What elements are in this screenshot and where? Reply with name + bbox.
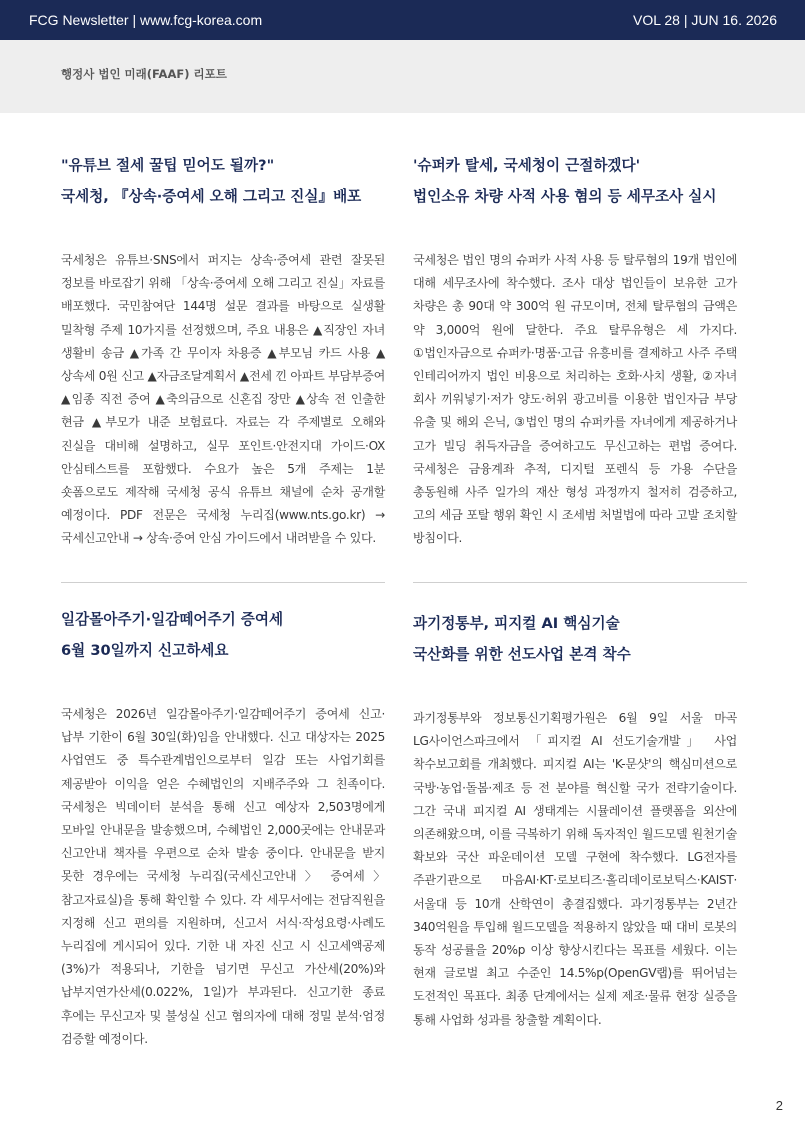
article-title — [413, 608, 737, 670]
article-supercar-tax-evasion — [413, 150, 737, 551]
article-body: 과기정통부와 정보통신기획평가원은 6월 9일 서울 마곡 LG사이언스파크에서 「피지컬 AI 선도기술개발」 사업 착수보고회를 개최했다. 피지컬 AI는 'K-문샷'의 핵심미션으로 국방·농업·돌봄·제조 등 전 분야를 혁신할 국가 전략기술이다. 그간 국내 피지컬 AI 생태계는 시뮬레이션 플랫폼을 외산에 의존해왔으며, 이를 극복하기 위해 독자적인 월드모델 원천기술 확보와 국산 파운데이션 모델 구현에 착수했다. LG전자를 주관기관으로 마음AI·KT·로보티즈·홀리데이로보틱스·KAIST·서울대 등 10개 산학연이 총결집했다. 과기정통부는 2년간 340억원을 투입해 월드모델을 적용하지 않았을 때 대비 로봇의 동작 성공률을 20%p 이상 향상시킨다는 목표를 세웠다. 이는 현재 글로벌 최고 수준인 14.5%p(OpenGV랩)를 뛰어넘는 도전적인 목표다. 최종 단계에서는 실제 제조·물류 현장 실증을 통해 사업화 성과를 창출할 계획이다. — [413, 711, 737, 1027]
newsletter-name: FCG Newsletter | www.fcg-korea.com — [29, 12, 263, 28]
article-gift-tax-deadline — [61, 604, 385, 1051]
column-divider-right — [413, 582, 747, 583]
article-body: 국세청은 유튜브·SNS에서 퍼지는 상속·증여세 관련 잘못된 정보를 바로잡기 위해 「상속·증여세 오해 그리고 진실」자료를 배포했다. 국민참여단 144명 설문 결과를 바탕으로 실생활 밀착형 주제 10가지를 선정했으며, 주요 내용은 ▲직장인 자녀 생활비 송금 ▲가족 간 무이자 차용증 ▲부모님 카드 사용 ▲상속세 0원 신고 ▲자금조달계획서 ▲전세 낀 아파트 부담부증여 ▲임종 직전 증여 ▲축의금으로 신혼집 장만 ▲상속 전 인출한 현금 ▲부모가 내준 보험료다. 자료는 각 주제별로 오해와 진실을 대비해 설명하고, 실무 포인트·안전지대 가이드·OX 안심테스트를 포함했다. 수요가 높은 5개 주제는 1분 숏폼으로도 제작해 국세청 공식 유튜브 채널에 순차 공개할 예정이다. PDF 전문은 국세청 누리집(www.nts.go.kr) → 국세신고안내 → 상속·증여 안심 가이드에서 내려받을 수 있다. — [61, 253, 385, 546]
report-subheader — [0, 40, 805, 113]
article-title-line1: 일감몰아주기·일감떼어주기 증여세 — [61, 611, 284, 628]
article-title-line1: '슈퍼카 탈세, 국세청이 근절하겠다' — [413, 157, 641, 174]
article-title-line2: 법인소유 차량 사적 사용 혐의 등 세무조사 실시 — [413, 188, 717, 205]
issue-info: VOL 28 | JUN 16. 2026 — [633, 12, 777, 28]
newsletter-header-bar — [0, 0, 805, 40]
column-divider-left — [61, 582, 385, 583]
article-inheritance-tax-myths — [61, 150, 385, 551]
article-title-line1: "유튜브 절세 꿀팁 믿어도 될까?" — [61, 157, 275, 174]
article-title — [61, 150, 385, 212]
article-title-line2: 국산화를 위한 선도사업 본격 착수 — [413, 646, 631, 663]
article-title-line2: 6월 30일까지 신고하세요 — [61, 642, 229, 659]
report-label: 행정사 법인 미래(FAAF) 리포트 — [61, 67, 227, 81]
page-number: 2 — [775, 1098, 783, 1113]
article-title-line1: 과기정통부, 피지컬 AI 핵심기술 — [413, 615, 620, 632]
article-body: 국세청은 법인 명의 슈퍼카 사적 사용 등 탈루혐의 19개 법인에 대해 세무조사에 착수했다. 조사 대상 법인들이 보유한 고가 차량은 총 90대 약 300억 원 규모이며, 전체 탈루혐의 금액은 약 3,000억 원에 달한다. 주요 탈루유형은 세 가지다. ①법인자금으로 슈퍼카·명품·고급 유흥비를 결제하고 사주 주택 인테리어까지 법인 비용으로 처리하는 호화·사치 생활, ②자녀 회사 끼워넣기·저가 양도·허위 광고비를 이용한 법인자금 부당 유출 및 해외 은닉, ③법인 명의 슈퍼카를 자녀에게 제공하거나 고가 빌딩 취득자금을 증여하고도 무신고하는 편법 증여다.국세청은 금융계좌 추적, 디지털 포렌식 등 가용 수단을 총동원해 사주 일가의 재산 형성 과정까지 철저히 검증하고, 고의 세금 포탈 행위 확인 시 조세범 처벌법에 따라 고발 조치할 방침이다. — [413, 253, 737, 546]
article-body: 국세청은 2026년 일감몰아주기·일감떼어주기 증여세 신고·납부 기한이 6월 30일(화)임을 안내했다. 신고 대상자는 2025 사업연도 중 특수관계법인으로부터 일감 또는 사업기회를 제공받아 이익을 얻은 수혜법인의 지배주주와 그 친족이다. 국세청은 빅데이터 분석을 통해 신고 예상자 2,503명에게 모바일 안내문을 발송했으며, 수혜법인 2,000곳에는 안내문과 신고안내 책자를 우편으로 순차 발송 중이다. 안내문을 받지 못한 경우에는 국세청 누리집(국세신고안내 〉 증여세 〉 참고자료실)을 통해 확인할 수 있다. 각 세무서에는 전담직원을 지정해 신고 편의를 지원하며, 신고서 서식·작성요령·사례도 누리집에 게시되어 있다. 기한 내 자진 신고 시 신고세액공제(3%)가 적용되나, 기한을 넘기면 무신고 가산세(20%)와 납부지연가산세(0.022%, 1일)가 부과된다. 신고기한 종료 후에는 무신고자 및 불성실 신고 혐의자에 대해 정밀 분석·엄정 검증할 예정이다. — [61, 707, 385, 1046]
article-title — [413, 150, 737, 212]
article-title — [61, 604, 385, 666]
article-physical-ai — [413, 608, 737, 1032]
article-title-line2: 국세청, 『상속·증여세 오해 그리고 진실』배포 — [61, 188, 362, 205]
